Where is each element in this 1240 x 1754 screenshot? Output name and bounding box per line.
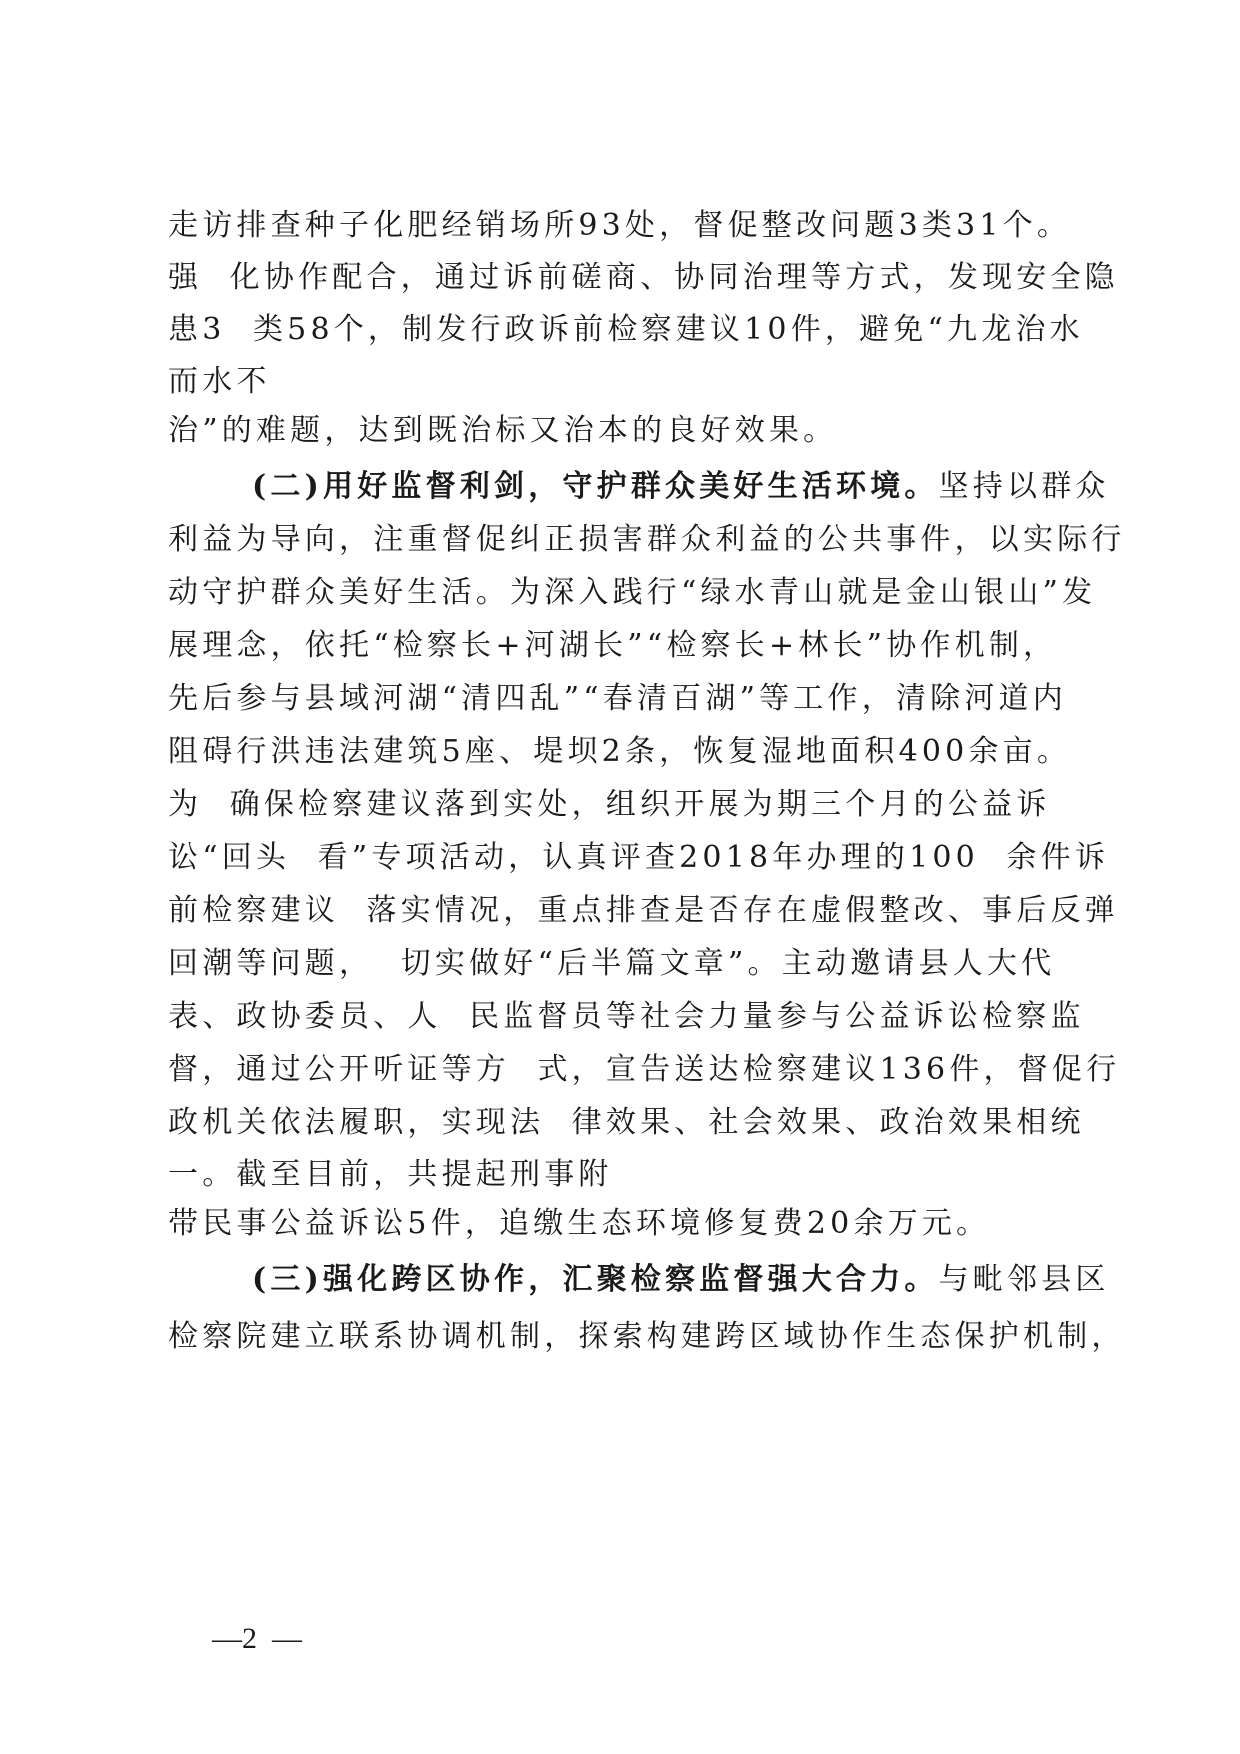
section-3-first-line bbox=[252, 1262, 1110, 1297]
body-line: 治”的难题，达到既治标又治本的良好效果。 bbox=[168, 413, 838, 448]
page-number: —2 — bbox=[212, 1622, 302, 1655]
body-line: 讼“回头 看”专项活动，认真评查2018年办理的100 余件诉 bbox=[168, 840, 1110, 875]
body-line: 强 化协作配合，通过诉前磋商、协同治理等方式，发现安全隐 bbox=[168, 260, 1119, 295]
body-line: 政机关依法履职，实现法 律效果、社会效果、政治效果相统 bbox=[168, 1105, 1085, 1140]
body-line: 为 确保检察建议落到实处，组织开展为期三个月的公益诉 bbox=[168, 787, 1051, 822]
body-line: 而水不 bbox=[168, 364, 271, 399]
body-line: 利益为导向，注重督促纠正损害群众利益的公共事件，以实际行 bbox=[168, 522, 1126, 557]
section-3-first-line-rest: 与毗邻县区 bbox=[938, 1262, 1110, 1297]
body-line: 前检察建议 落实情况，重点排查是否存在虚假整改、事后反弹 bbox=[168, 893, 1119, 928]
body-line: 督，通过公开听证等方 式，宣告送达检察建议136件，督促行 bbox=[168, 1052, 1121, 1087]
body-line: 先后参与县域河湖“清四乱”“春清百湖”等工作，清除河道内 bbox=[168, 681, 1067, 716]
body-line: 展理念，依托“检察长+河湖长”“检察长+林长”协作机制， bbox=[168, 628, 1058, 663]
body-line: 回潮等问题， 切实做好“后半篇文章”。主动邀请县人大代 bbox=[168, 946, 1056, 981]
section-2-first-line-rest: 坚持以群众 bbox=[938, 469, 1110, 504]
body-line: 阻碍行洪违法建筑5座、堤坝2条，恢复湿地面积400余亩。 bbox=[168, 734, 1072, 769]
section-2-heading: (二)用好监督利剑，守护群众美好生活环境。 bbox=[252, 469, 939, 504]
body-line: 患3 类58个，制发行政诉前检察建议10件，避免“九龙治水 bbox=[168, 312, 1084, 347]
body-line: 表、政协委员、人 民监督员等社会力量参与公益诉讼检察监 bbox=[168, 999, 1085, 1034]
body-line: 动守护群众美好生活。为深入践行“绿水青山就是金山银山”发 bbox=[168, 575, 1097, 610]
body-line: 检察院建立联系协调机制，探索构建跨区域协作生态保护机制， bbox=[168, 1319, 1126, 1354]
body-line: 走访排查种子化肥经销场所93处，督促整改问题3类31个。 bbox=[168, 208, 1072, 243]
section-3-heading: (三)强化跨区协作，汇聚检察监督强大合力。 bbox=[252, 1262, 939, 1297]
body-line: 一。截至目前，共提起刑事附 bbox=[168, 1157, 613, 1192]
body-line: 带民事公益诉讼5件，追缴生态环境修复费20余万元。 bbox=[168, 1206, 991, 1241]
section-2-first-line bbox=[252, 469, 1110, 504]
